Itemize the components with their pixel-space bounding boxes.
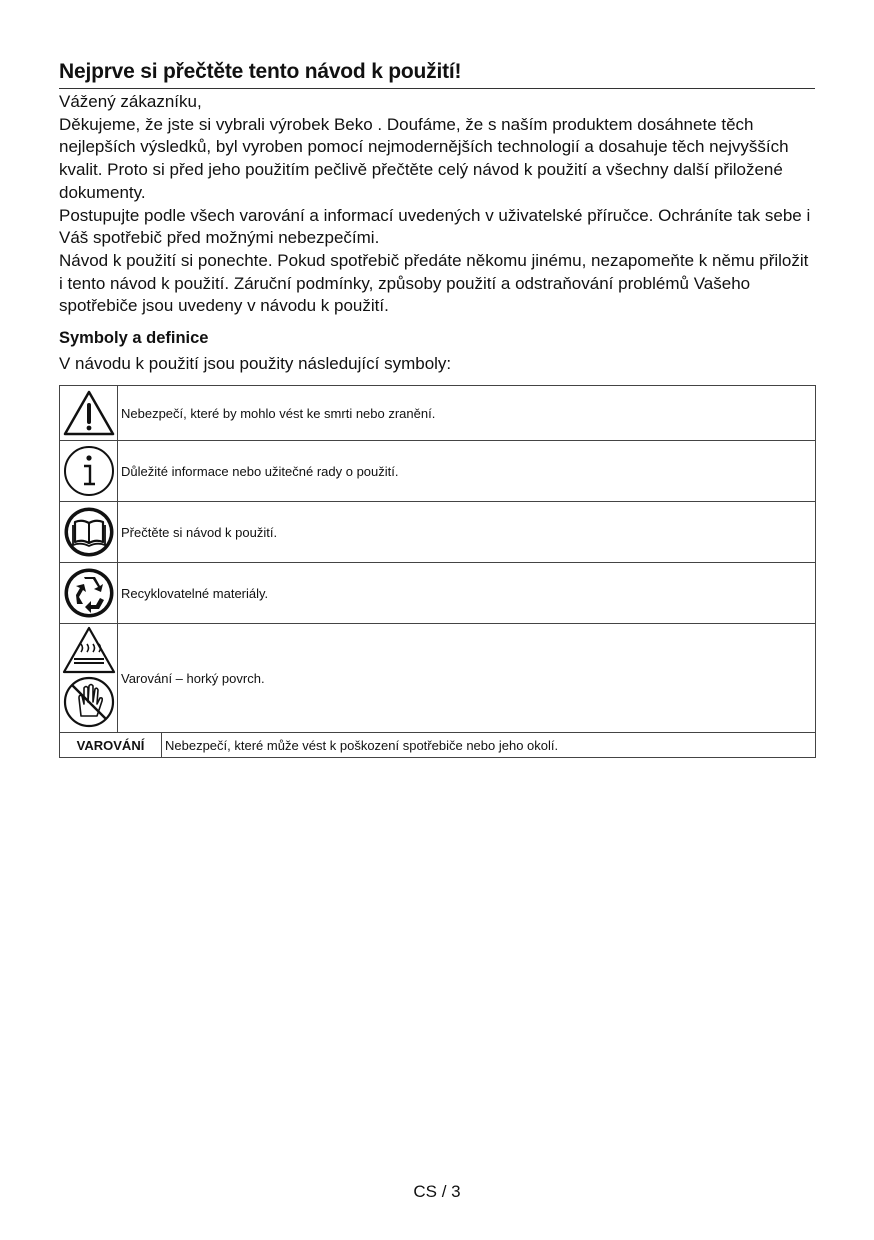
warning-table bbox=[59, 732, 816, 758]
warning-row bbox=[60, 733, 816, 758]
intro-text bbox=[59, 91, 815, 318]
symbol-description: Důležité informace nebo užitečné rady o použití. bbox=[118, 441, 816, 502]
paragraph-1-end: . Doufáme, že s naším produktem dosáhnete těch nejlepších výsledků, byl vyroben pomocí nejmodernějších technologií a dosahuje těch nejvyšších kvalit. Proto si před jeho použitím pečlivě přečtěte celý návod k použití a všechny další přiložené dokumenty. bbox=[59, 114, 789, 202]
paragraph-1-start: Děkujeme, že jste si vybrali výrobek bbox=[59, 114, 334, 134]
manual-book-icon bbox=[63, 506, 115, 558]
hot-surface-icon bbox=[62, 626, 116, 730]
warning-triangle-icon bbox=[63, 389, 115, 437]
info-icon bbox=[63, 445, 115, 497]
symbol-description: Recyklovatelné materiály. bbox=[118, 563, 816, 624]
symbol-row bbox=[60, 386, 816, 441]
symbol-icon-cell bbox=[60, 624, 118, 733]
warning-label: VAROVÁNÍ bbox=[60, 733, 162, 758]
symbols-intro: V návodu k použití jsou použity následující symboly: bbox=[59, 354, 452, 374]
page-content bbox=[59, 58, 815, 758]
symbols-heading: Symboly a definice bbox=[59, 329, 209, 348]
warning-description: Nebezpečí, které může vést k poškození spotřebiče nebo jeho okolí. bbox=[162, 733, 816, 758]
brand-name: Beko bbox=[333, 114, 373, 134]
symbol-description: Varování – horký povrch. bbox=[118, 624, 816, 733]
paragraph-2: Postupujte podle všech varování a informací uvedených v uživatelské příručce. Ochráníte tak sebe i Váš spotřebič před možnými nebezpečími. bbox=[59, 205, 811, 248]
symbol-description: Nebezpečí, které by mohlo vést ke smrti nebo zranění. bbox=[118, 386, 816, 441]
symbol-description: Přečtěte si návod k použití. bbox=[118, 502, 816, 563]
symbol-icon-cell bbox=[60, 441, 118, 502]
symbol-row bbox=[60, 502, 816, 563]
symbol-row bbox=[60, 441, 816, 502]
page-number: CS / 3 bbox=[413, 1182, 461, 1201]
symbol-icon-cell bbox=[60, 563, 118, 624]
symbols-table bbox=[59, 385, 816, 733]
symbol-row bbox=[60, 563, 816, 624]
paragraph-3: Návod k použití si ponechte. Pokud spotřebič předáte někomu jinému, nezapomeňte k němu přiložit i tento návod k použití. Záruční podmínky, způsoby použití a odstraňování problémů Vašeho spotřebiče jsou uvedeny v návodu k použití. bbox=[59, 250, 809, 316]
recycle-icon bbox=[63, 567, 115, 619]
symbol-icon-cell bbox=[60, 386, 118, 441]
page-title: Nejprve si přečtěte tento návod k použití! bbox=[59, 58, 815, 89]
greeting: Vážený zákazníku, bbox=[59, 92, 202, 111]
paragraph-1 bbox=[59, 114, 815, 205]
symbol-icon-cell bbox=[60, 502, 118, 563]
symbol-row bbox=[60, 624, 816, 733]
